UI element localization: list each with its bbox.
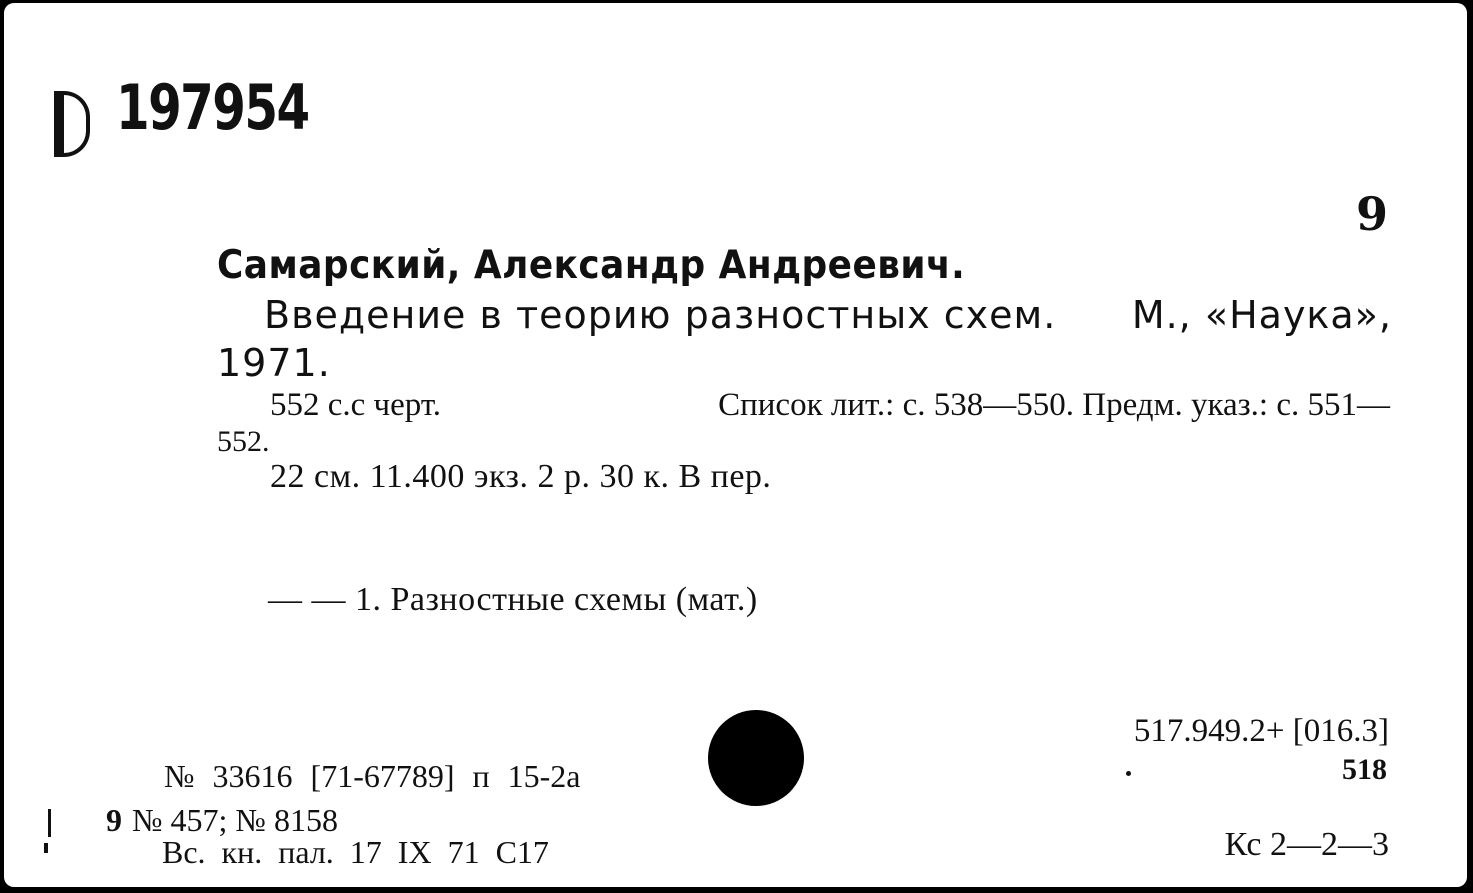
numbers-prefix: 9 (106, 802, 122, 838)
classification-index: 517.949.2+ [016.3] (1133, 713, 1389, 749)
catalog-card (4, 3, 1467, 887)
book-title: Введение в теорию разностных схем. (264, 293, 1057, 337)
collation-continuation: 552. (217, 425, 270, 458)
stamp-mark (54, 91, 90, 157)
separator-dot (1126, 771, 1131, 776)
title-line (264, 293, 1392, 337)
publication-year: 1971. (217, 341, 331, 385)
collation-pages: 552 с.с черт. (270, 387, 442, 423)
collation-line (270, 387, 1390, 424)
card-code: Кс 2—2—3 (1224, 826, 1389, 863)
margin-mark (48, 809, 51, 837)
imprint: М., «Наука», (1131, 293, 1392, 337)
registration-line: № 33616 [71-67789] п 15-2а (164, 758, 581, 794)
catalog-numbers: № 457; № 8158 (132, 802, 338, 838)
card-number: 9 (1356, 187, 1389, 241)
subject-heading: — — 1. Разностные схемы (мат.) (268, 581, 758, 618)
stamp-number: 197954 (116, 71, 309, 144)
margin-mark (44, 843, 48, 853)
collation-refs: Список лит.: с. 538—550. Предм. указ.: с. 551— (718, 387, 1390, 423)
classification-index-2: 518 (1342, 753, 1387, 786)
collation-size-price: 22 см. 11.400 экз. 2 р. 30 к. В пер. (270, 458, 772, 495)
chamber-line: Вс. кн. пал. 17 IX 71 С17 (162, 834, 549, 870)
author-heading: Самарский, Александр Андреевич. (217, 243, 966, 288)
punch-hole (708, 710, 804, 806)
